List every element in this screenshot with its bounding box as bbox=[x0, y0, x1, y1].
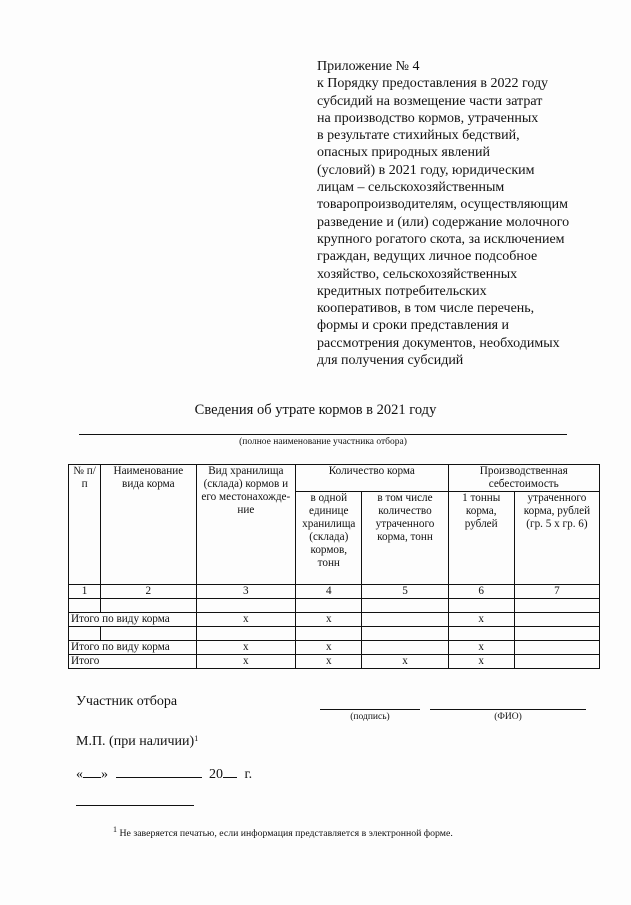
year-suffix: г. bbox=[244, 767, 253, 782]
appendix-line: для получения субсидий bbox=[317, 353, 464, 369]
header-c-ton: 1 тонны корма, рублей bbox=[448, 492, 514, 585]
x-mark: х bbox=[448, 613, 514, 627]
table-cell[interactable] bbox=[296, 627, 362, 641]
year-prefix: 20 bbox=[209, 767, 223, 782]
table-cell[interactable] bbox=[101, 627, 196, 641]
appendix-line: (условий) в 2021 году, юридическим bbox=[317, 162, 535, 178]
col-number: 7 bbox=[514, 585, 599, 599]
footnote-separator bbox=[76, 805, 194, 806]
participant-name-caption: (полное наименование участника отбора) bbox=[239, 437, 407, 447]
appendix-line: крупного рогатого скота, за исключением bbox=[317, 231, 565, 247]
table-row bbox=[69, 627, 600, 641]
month-field[interactable] bbox=[116, 766, 202, 778]
appendix-line: разведение и (или) содержание молочного bbox=[317, 214, 570, 230]
subtotal-row bbox=[69, 613, 600, 627]
table-cell[interactable] bbox=[196, 627, 296, 641]
stamp-label bbox=[76, 734, 198, 750]
footnote-text: Не заверяется печатью, если информация представляется в электронной форме. bbox=[119, 828, 453, 839]
appendix-line: в результате стихийных бедствий, bbox=[317, 128, 520, 144]
col-number: 4 bbox=[296, 585, 362, 599]
x-mark: х bbox=[448, 641, 514, 655]
header-storage: Вид хранилища (склада) кормов и его местонахожде-ние bbox=[196, 465, 296, 585]
table-cell[interactable] bbox=[296, 599, 362, 613]
table-cell[interactable] bbox=[362, 627, 448, 641]
table-cell[interactable] bbox=[514, 627, 599, 641]
fio-field[interactable] bbox=[430, 709, 586, 710]
header-num: № п/п bbox=[69, 465, 101, 585]
stamp-label-text: М.П. (при наличии) bbox=[76, 734, 195, 749]
table-cell[interactable] bbox=[448, 627, 514, 641]
signature-field[interactable] bbox=[320, 709, 420, 710]
appendix-header bbox=[317, 58, 607, 369]
appendix-line: формы и сроки представления и bbox=[317, 318, 510, 334]
appendix-line: товаропроизводителям, осуществляющим bbox=[317, 197, 568, 213]
header-c-lost: утраченного корма, рублей (гр. 5 х гр. 6) bbox=[514, 492, 599, 585]
header-q-single: в одной единице хранилища (склада) кормов, тонн bbox=[296, 492, 362, 585]
header-name: Наименование вида корма bbox=[101, 465, 196, 585]
fio-caption: (ФИО) bbox=[494, 712, 522, 722]
x-mark: х bbox=[196, 641, 296, 655]
table-cell[interactable] bbox=[362, 641, 448, 655]
x-mark: х bbox=[296, 613, 362, 627]
feed-loss-table bbox=[68, 464, 600, 669]
table-cell[interactable] bbox=[196, 599, 296, 613]
footnote bbox=[113, 825, 453, 839]
appendix-line: на производство кормов, утраченных bbox=[317, 110, 539, 126]
appendix-line: Приложение № 4 bbox=[317, 59, 420, 74]
day-field[interactable] bbox=[83, 766, 101, 778]
appendix-line: лицам – сельскохозяйственным bbox=[317, 180, 505, 196]
col-number: 5 bbox=[362, 585, 448, 599]
col-number: 3 bbox=[196, 585, 296, 599]
x-mark: х bbox=[296, 655, 362, 669]
col-number: 2 bbox=[101, 585, 196, 599]
total-row bbox=[69, 655, 600, 669]
appendix-line: опасных природных явлений bbox=[317, 145, 490, 161]
participant-label: Участник отбора bbox=[76, 694, 178, 709]
x-mark: х bbox=[296, 641, 362, 655]
appendix-line: к Порядку предоставления в 2022 году bbox=[317, 76, 549, 92]
column-number-row bbox=[69, 585, 600, 599]
col-number: 1 bbox=[69, 585, 101, 599]
table-cell[interactable] bbox=[514, 599, 599, 613]
date-close-quote: » bbox=[101, 767, 108, 782]
appendix-line: субсидий на возмещение части затрат bbox=[317, 93, 543, 109]
participant-name-field[interactable] bbox=[79, 434, 567, 435]
table-cell[interactable] bbox=[448, 599, 514, 613]
col-number: 6 bbox=[448, 585, 514, 599]
stamp-footnote-marker: 1 bbox=[194, 734, 199, 743]
table-cell[interactable] bbox=[514, 613, 599, 627]
table-header-row bbox=[69, 465, 600, 492]
table-row bbox=[69, 599, 600, 613]
x-mark: х bbox=[362, 655, 448, 669]
table-cell[interactable] bbox=[514, 655, 599, 669]
subtotal-label: Итого по виду корма bbox=[69, 613, 197, 627]
x-mark: х bbox=[448, 655, 514, 669]
table-cell[interactable] bbox=[514, 641, 599, 655]
appendix-line: кредитных потребительских bbox=[317, 283, 487, 299]
date-line bbox=[76, 766, 252, 783]
appendix-line: рассмотрения документов, необходимых bbox=[317, 335, 560, 351]
signature-caption: (подпись) bbox=[350, 712, 390, 722]
x-mark: х bbox=[196, 655, 296, 669]
header-quantity: Количество корма bbox=[296, 465, 448, 492]
total-label: Итого bbox=[69, 655, 197, 669]
appendix-line: кооперативов, в том числе перечень, bbox=[317, 301, 535, 317]
table-cell[interactable] bbox=[101, 599, 196, 613]
header-cost: Производственная себестоимость bbox=[448, 465, 599, 492]
subtotal-label: Итого по виду корма bbox=[69, 641, 197, 655]
year-field[interactable] bbox=[223, 766, 237, 778]
subtotal-row bbox=[69, 641, 600, 655]
appendix-line: граждан, ведущих личное подсобное bbox=[317, 249, 538, 265]
table-cell[interactable] bbox=[69, 599, 101, 613]
document-title: Сведения об утрате кормов в 2021 году bbox=[194, 402, 437, 418]
table-cell[interactable] bbox=[362, 599, 448, 613]
header-q-lost: в том числе количество утраченного корма, тонн bbox=[362, 492, 448, 585]
table-cell[interactable] bbox=[362, 613, 448, 627]
x-mark: х bbox=[196, 613, 296, 627]
table-cell[interactable] bbox=[69, 627, 101, 641]
date-open-quote: « bbox=[76, 767, 83, 782]
appendix-line: хозяйство, сельскохозяйственных bbox=[317, 266, 518, 282]
footnote-marker: 1 bbox=[113, 825, 117, 834]
